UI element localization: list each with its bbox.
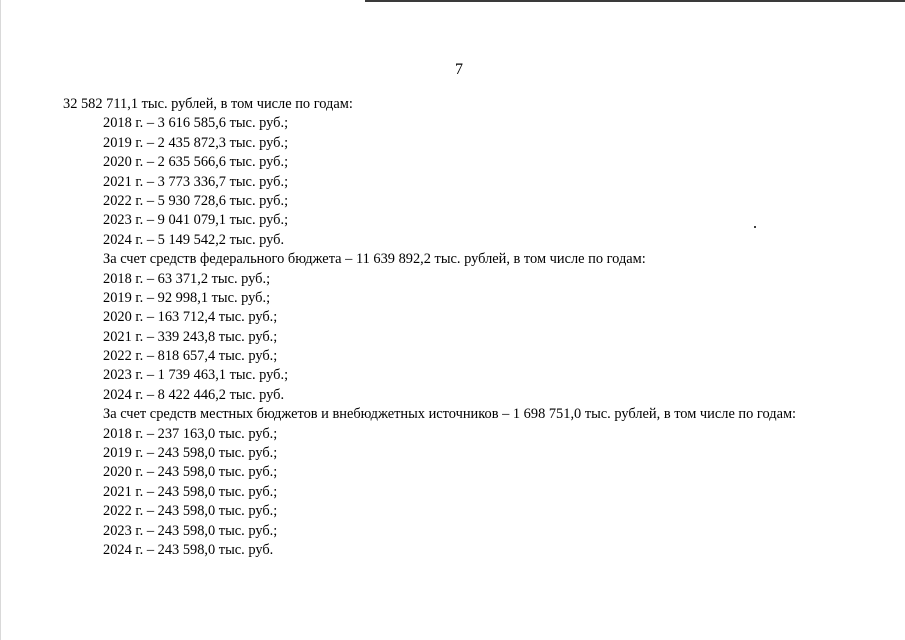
text-line: 2023 г. – 9 041 079,1 тыс. руб.; xyxy=(103,212,289,229)
scan-top-edge xyxy=(365,0,905,2)
text-line: За счет средств федерального бюджета – 11 639 892,2 тыс. рублей, в том числе по годам: xyxy=(103,251,646,268)
text-line: 2019 г. – 2 435 872,3 тыс. руб.; xyxy=(103,134,289,151)
scan-left-edge xyxy=(0,0,1,640)
text-line: 2023 г. – 243 598,0 тыс. руб.; xyxy=(103,522,278,539)
text-line: 2019 г. – 92 998,1 тыс. руб.; xyxy=(103,289,271,306)
text-line: 2022 г. – 818 657,4 тыс. руб.; xyxy=(103,348,278,365)
text-line: 2020 г. – 243 598,0 тыс. руб.; xyxy=(103,464,278,481)
text-line: 2020 г. – 163 712,4 тыс. руб.; xyxy=(103,309,278,326)
text-line: 2022 г. – 5 930 728,6 тыс. руб.; xyxy=(103,192,289,209)
text-line: 2021 г. – 339 243,8 тыс. руб.; xyxy=(103,328,278,345)
text-line: 2024 г. – 5 149 542,2 тыс. руб. xyxy=(103,231,285,248)
text-line: 32 582 711,1 тыс. рублей, в том числе по годам: xyxy=(63,96,353,112)
text-line: 2024 г. – 8 422 446,2 тыс. руб. xyxy=(103,386,285,403)
text-line: 2018 г. – 237 163,0 тыс. руб.; xyxy=(103,425,278,442)
text-line: 2024 г. – 243 598,0 тыс. руб. xyxy=(103,541,274,558)
document-body xyxy=(63,95,893,560)
text-line: За счет средств местных бюджетов и внебюджетных источников – 1 698 751,0 тыс. рублей, в том числе по годам: xyxy=(103,406,797,423)
text-line: 2020 г. – 2 635 566,6 тыс. руб.; xyxy=(103,154,289,171)
text-line: 2019 г. – 243 598,0 тыс. руб.; xyxy=(103,445,278,462)
text-line: 2021 г. – 3 773 336,7 тыс. руб.; xyxy=(103,173,289,190)
text-line: 2022 г. – 243 598,0 тыс. руб.; xyxy=(103,503,278,520)
page-number: 7 xyxy=(455,61,463,78)
text-line: 2018 г. – 63 371,2 тыс. руб.; xyxy=(103,270,271,287)
text-line: 2018 г. – 3 616 585,6 тыс. руб.; xyxy=(103,115,289,132)
text-line: 2023 г. – 1 739 463,1 тыс. руб.; xyxy=(103,367,289,384)
text-line: 2021 г. – 243 598,0 тыс. руб.; xyxy=(103,483,278,500)
